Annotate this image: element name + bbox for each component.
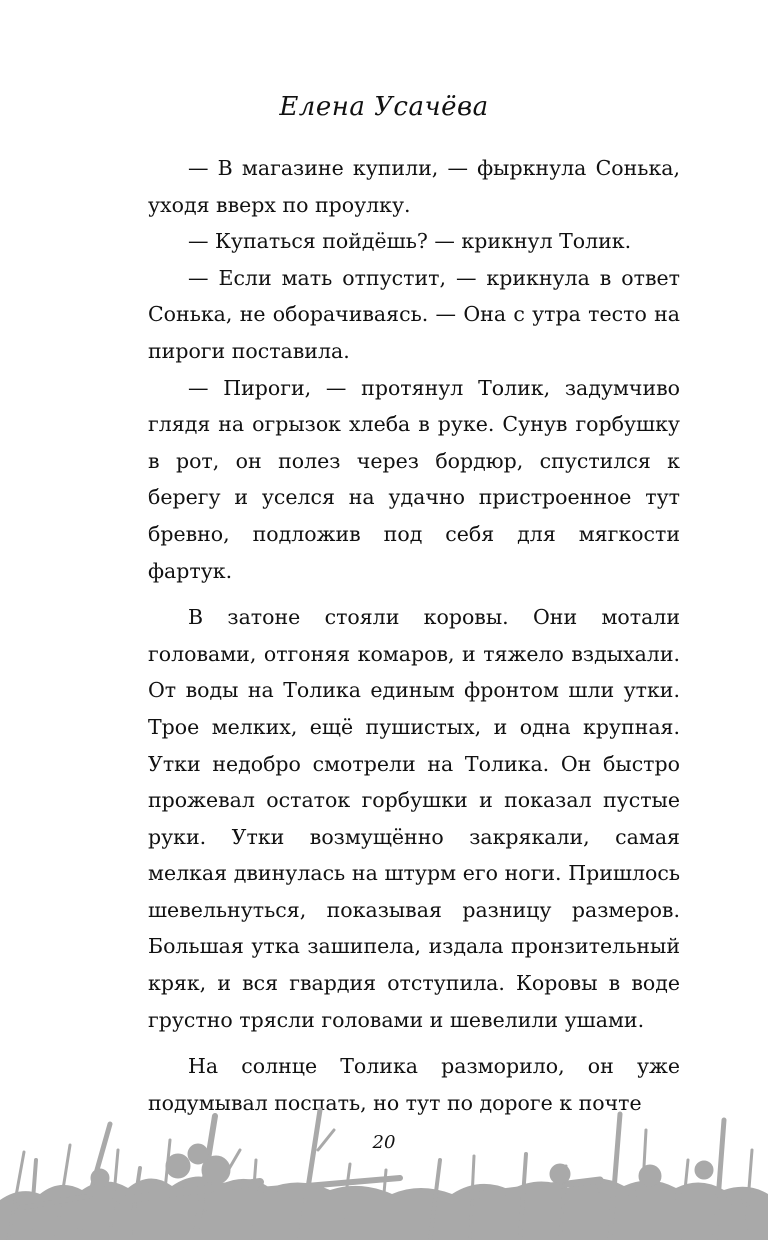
paragraph: — Если мать отпустит, — крикнула в ответ Сонька, не оборачиваясь. — Она с утра тесто на пироги поставила. <box>148 265 680 363</box>
paragraph: — В магазине купили, — фыркнула Сонька, уходя вверх по проулку. <box>148 156 680 217</box>
paragraph: В затоне стояли коровы. Они мотали головами, отгоняя комаров, и тяжело вздыхали. От воды на Толика единым фронтом шли утки. Трое мелких, ещё пушистых, и одна крупная. Утки недобро смотрели на Толика. Он быстро прожевал остаток горбушки и показал пустые руки. Утки возмущённо закрякали, самая мелкая двинулась на штурм его ноги. Пришлось шевельнуться, показывая разницу размеров. Большая утка зашипела, издала пронзительный кряк, и вся гвардия отступила. Коровы в воде грустно трясли головами и шевелили ушами. <box>148 605 680 1032</box>
page-number: 20 <box>372 1132 396 1153</box>
paragraph: — Купаться пойдёшь? — крикнул Толик. <box>188 229 632 254</box>
paragraph: На солнце Толика разморило, он уже подумывал поспать, но тут по дороге к почте <box>148 1054 680 1115</box>
paragraph: — Пироги, — протянул Толик, задумчиво глядя на огрызок хлеба в руке. Сунув горбушку в рот, он полез через бордюр, спустился к берегу и уселся на удачно пристроенное тут бревно, подложив под себя для мягкости фартук. <box>148 375 680 583</box>
grass-illustration <box>0 1090 768 1240</box>
running-head: Елена Усачёва <box>279 92 489 122</box>
text-block <box>148 150 680 1121</box>
